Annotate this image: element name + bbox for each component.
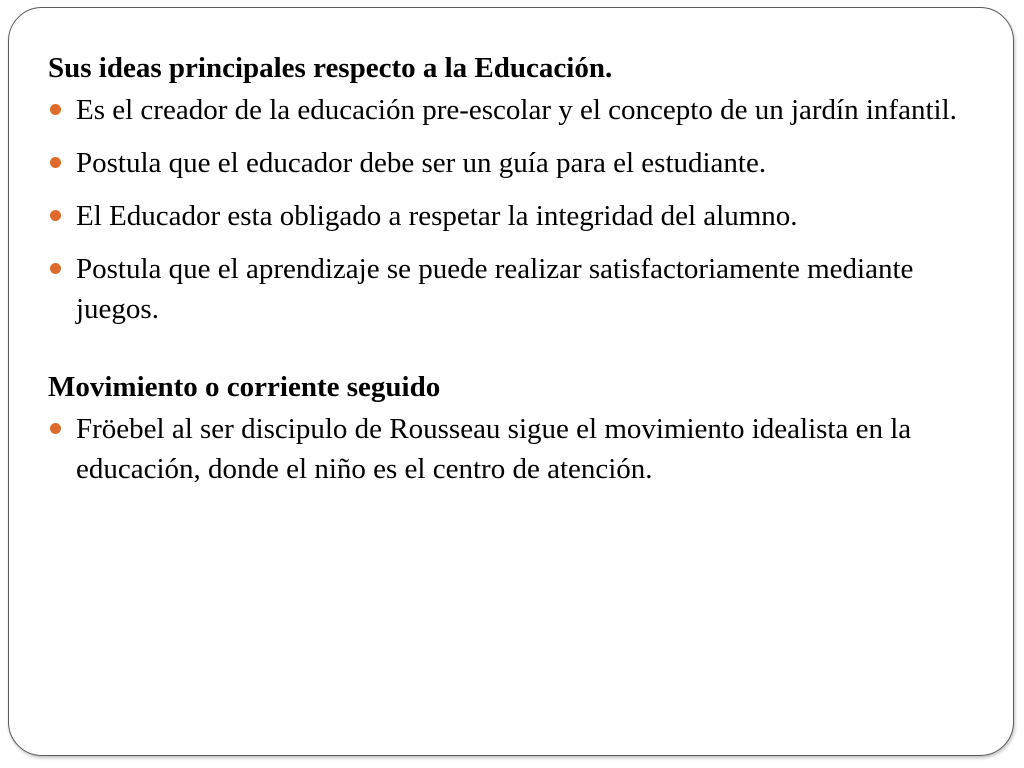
list-item: [48, 90, 988, 130]
list-item: [48, 196, 988, 236]
bullet-icon: [50, 423, 61, 434]
list-item: [48, 249, 988, 329]
bullet-icon: [50, 157, 61, 168]
ideas-bullet-list: [48, 90, 988, 329]
section-heading-movement: Movimiento o corriente seguido: [48, 371, 441, 403]
list-item-text: Postula que el educador debe ser un guía para el estudiante.: [76, 147, 767, 179]
movement-bullet-list: [48, 409, 988, 489]
bullet-icon: [50, 210, 61, 221]
list-item-text: El Educador esta obligado a respetar la integridad del alumno.: [76, 200, 798, 232]
list-item: [48, 143, 988, 183]
list-item-text: Es el creador de la educación pre-escolar y el concepto de un jardín infantil.: [76, 94, 957, 126]
list-item-text: Postula que el aprendizaje se puede realizar satisfactoriamente mediante juegos.: [76, 253, 914, 325]
list-item: [48, 409, 988, 489]
list-item-text: Fröebel al ser discipulo de Rousseau sigue el movimiento idealista en la educación, donde el niño es el centro de atención.: [76, 413, 912, 485]
slide-content: [48, 48, 988, 502]
bullet-icon: [50, 263, 61, 274]
bullet-icon: [50, 104, 61, 115]
section-heading-ideas: Sus ideas principales respecto a la Educación.: [48, 52, 613, 84]
